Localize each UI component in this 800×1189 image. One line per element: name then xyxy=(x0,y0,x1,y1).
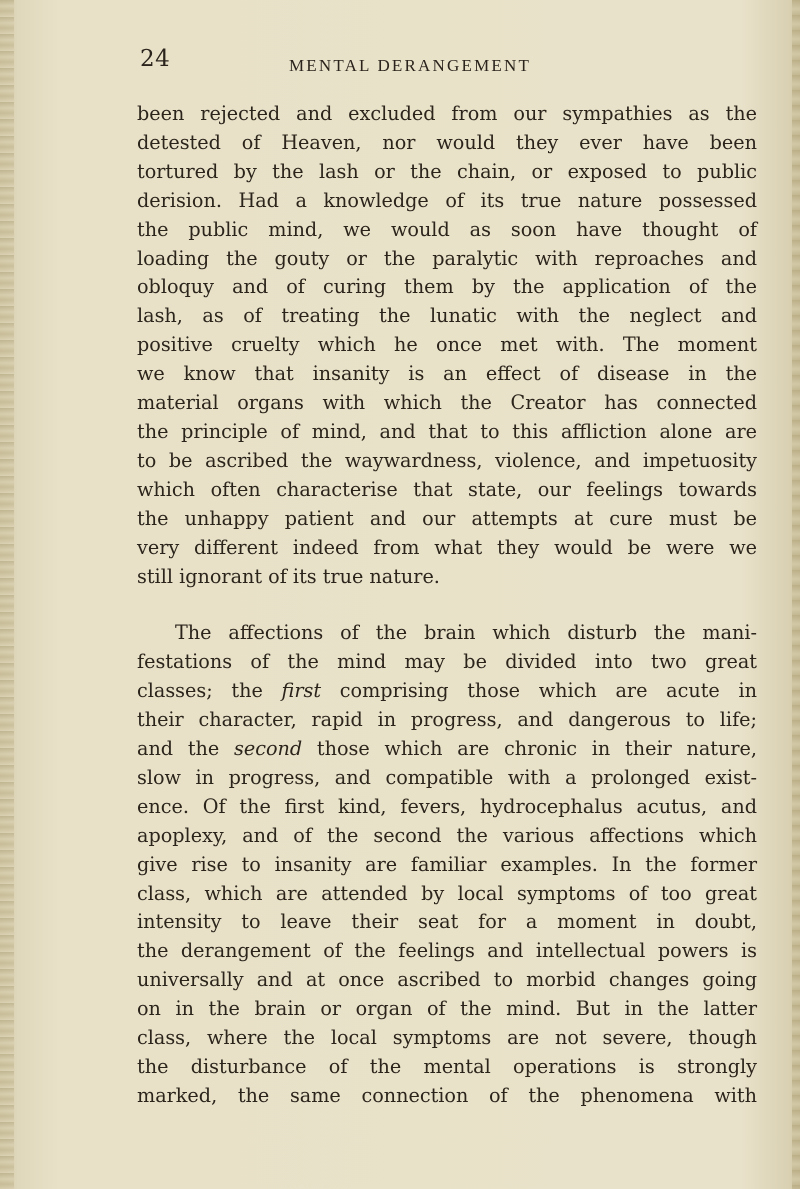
text-line: slow in progress, and compatible with a prolonged exist- xyxy=(137,765,757,789)
emphasis-first: first xyxy=(281,679,322,703)
text-line: which often characterise that state, our feelings towards xyxy=(137,477,757,501)
text-line: intensity to leave their seat for a moment in doubt, xyxy=(137,910,757,934)
text-line: been rejected and excluded from our sympathies as the xyxy=(137,102,757,125)
text-fragment: classes; the xyxy=(137,679,282,703)
text-line: marked, the same connection of the phenomena with xyxy=(137,1083,757,1107)
text-line: class, where the local symptoms are not severe, though xyxy=(137,1026,757,1050)
text-line: obloquy and of curing them by the application of the xyxy=(137,275,757,299)
text-line: universally and at once ascribed to morbid changes going xyxy=(137,968,757,992)
paragraph-gap xyxy=(137,591,757,619)
text-fragment: and the xyxy=(137,737,235,761)
text-line: tortured by the lash or the chain, or exposed to public xyxy=(137,159,757,183)
text-line: the unhappy patient and our attempts at cure must be xyxy=(137,506,757,530)
emphasis-second: second xyxy=(234,737,303,761)
text-line: lash, as of treating the lunatic with the neglect and xyxy=(137,304,757,328)
text-fragment: comprising those which are acute in xyxy=(321,679,757,703)
text-line: the derangement of the feelings and intellectual powers is xyxy=(137,939,757,963)
paragraph-2 xyxy=(137,619,757,1110)
text-line: still ignorant of its true nature. xyxy=(137,564,440,588)
text-line: very different indeed from what they would be were we xyxy=(137,535,757,559)
page-left-edge xyxy=(0,0,14,1189)
page-right-edge xyxy=(792,0,800,1189)
text-line xyxy=(137,735,757,764)
page-number: 24 xyxy=(140,46,171,72)
text-line xyxy=(137,677,757,706)
text-line: the principle of mind, and that to this affliction alone are xyxy=(137,419,757,443)
text-line: to be ascribed the waywardness, violence, and impetuosity xyxy=(137,448,757,472)
text-line: their character, rapid in progress, and dangerous to life; xyxy=(137,708,757,732)
text-line: we know that insanity is an effect of disease in the xyxy=(137,362,757,386)
text-line: derision. Had a knowledge of its true nature possessed xyxy=(137,188,757,212)
text-line: positive cruelty which he once met with. The moment xyxy=(137,333,757,357)
text-line: apoplexy, and of the second the various affections which xyxy=(137,823,757,847)
text-line: material organs with which the Creator has connected xyxy=(137,391,757,415)
text-line: class, which are attended by local symptoms of too great xyxy=(137,881,757,905)
running-title: MENTAL DERANGEMENT xyxy=(288,56,532,75)
body-text xyxy=(137,100,757,1111)
text-line: on in the brain or organ of the mind. But in the latter xyxy=(137,997,757,1021)
text-line: the disturbance of the mental operations is strongly xyxy=(137,1055,757,1078)
text-line: loading the gouty or the paralytic with reproaches and xyxy=(137,246,757,270)
text-line: give rise to insanity are familiar examples. In the former xyxy=(137,852,757,876)
text-line: The affections of the brain which disturb the mani- xyxy=(175,621,757,645)
text-line: the public mind, we would as soon have thought of xyxy=(137,217,757,241)
text-line: ence. Of the first kind, fevers, hydrocephalus acutus, and xyxy=(137,794,757,818)
text-fragment: those which are chronic in their nature, xyxy=(302,737,758,761)
text-line: detested of Heaven, nor would they ever have been xyxy=(137,130,757,154)
paragraph-1 xyxy=(137,100,757,591)
text-line: festations of the mind may be divided into two great xyxy=(137,650,757,674)
